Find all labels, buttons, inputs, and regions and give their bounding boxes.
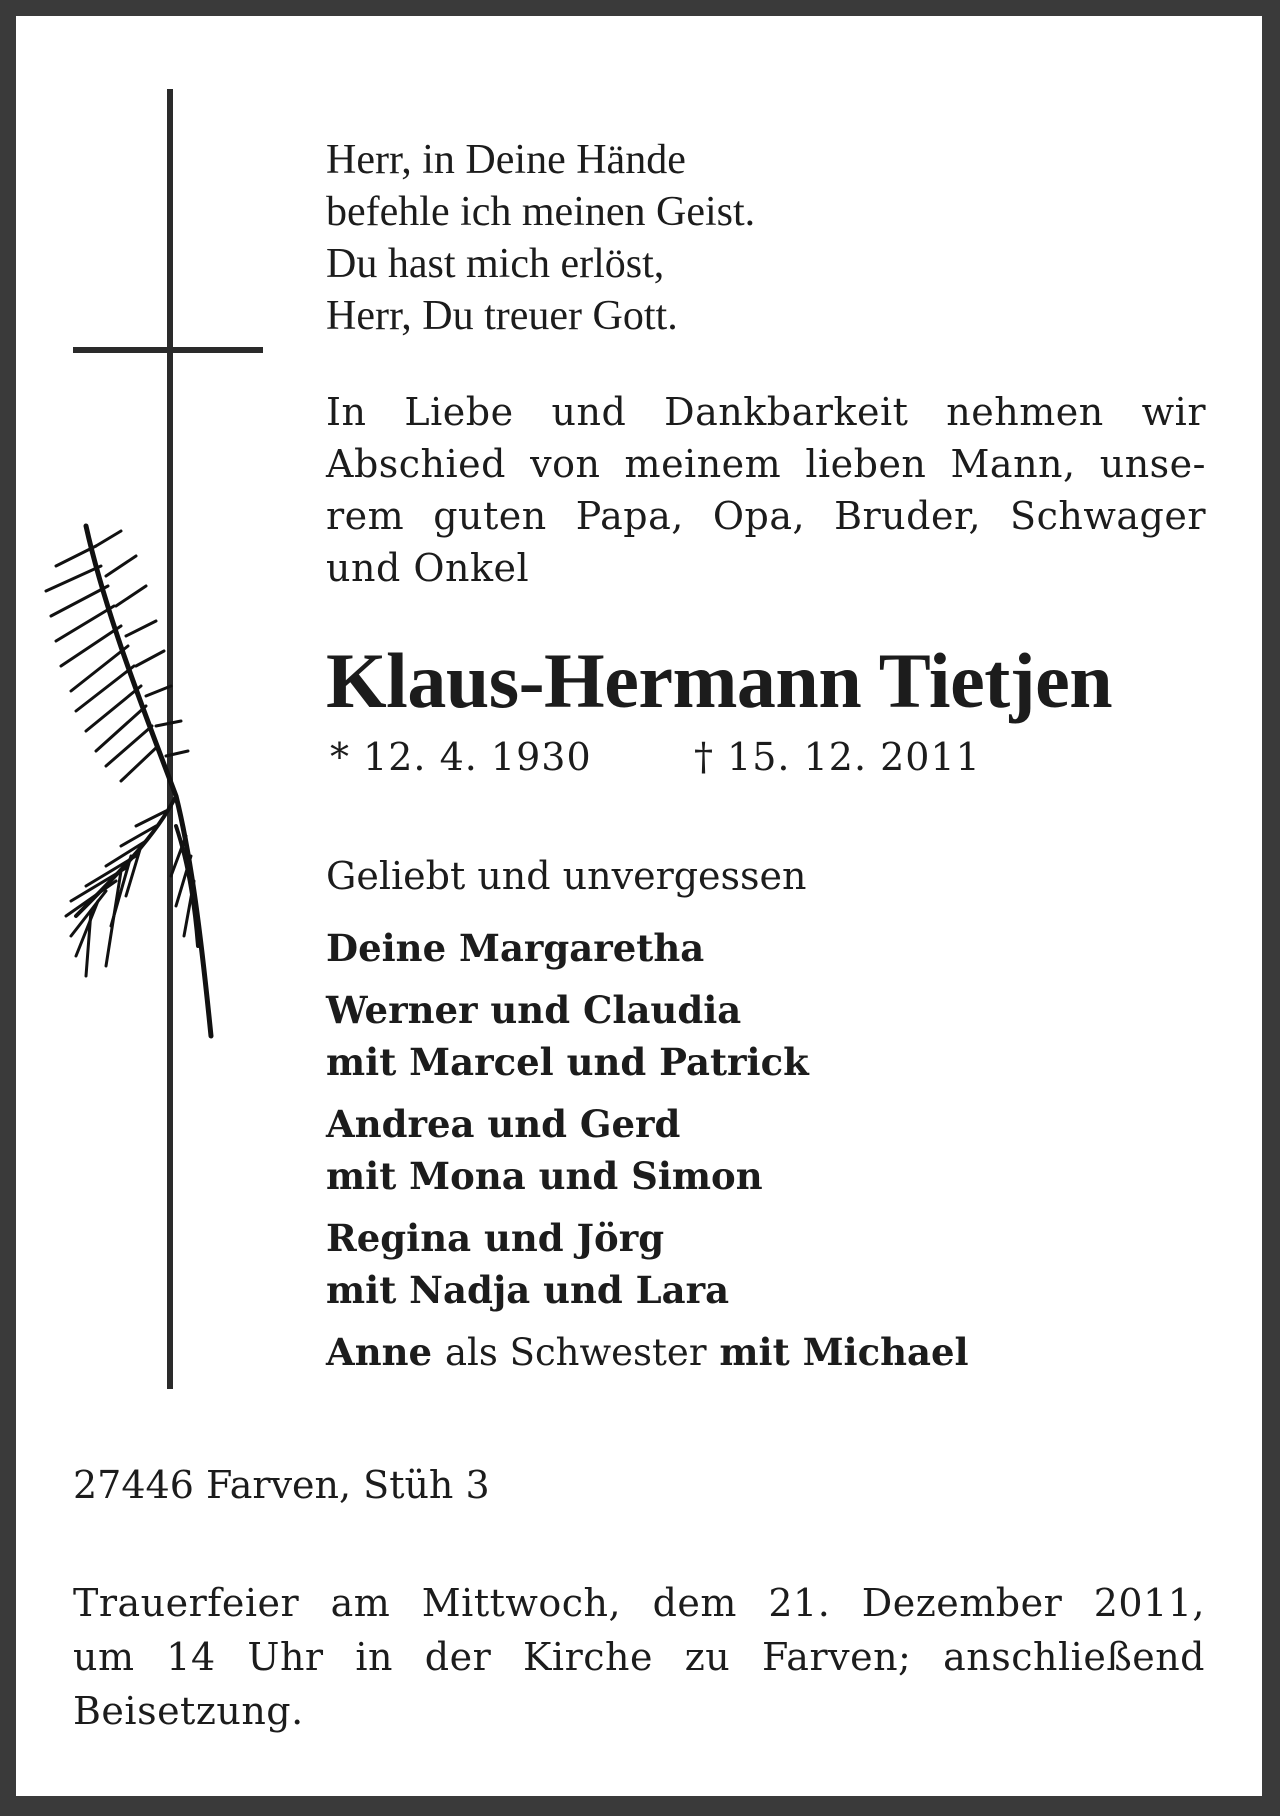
funeral-line: Beisetzung. (73, 1689, 304, 1733)
death-date: † 15. 12. 2011 (694, 735, 981, 779)
birth-date: * 12. 4. 1930 (330, 735, 592, 779)
reed-branch-icon (26, 496, 226, 1056)
mourner-children: mit Nadja und Lara (326, 1268, 730, 1312)
mourner-children: mit Marcel und Patrick (326, 1040, 809, 1084)
bible-verse (326, 134, 755, 342)
funeral-line: Trauerfeier am Mittwoch, dem 21. Dezember 2011, (73, 1581, 1205, 1625)
family-address: 27446 Farven, Stüh 3 (73, 1463, 490, 1507)
mourner-couple: Andrea und Gerd (326, 1102, 681, 1146)
funeral-notice (73, 1576, 1205, 1738)
sister-partner: mit Michael (719, 1330, 969, 1374)
mourner-children: mit Mona und Simon (326, 1154, 763, 1198)
deceased-name: Klaus-Hermann Tietjen (326, 637, 1113, 724)
sister-name: Anne (326, 1330, 433, 1374)
verse-line: Herr, in Deine Hände (326, 137, 686, 183)
intro-line: rem guten Papa, Opa, Bruder, Schwager (326, 494, 1206, 538)
intro-last-line: und Onkel (326, 546, 530, 590)
verse-line: befehle ich meinen Geist. (326, 189, 756, 235)
remembrance-line: Geliebt und unvergessen (326, 854, 807, 898)
verse-line: Du hast mich erlöst, (326, 241, 665, 287)
intro-line: In Liebe und Dankbarkeit nehmen wir (326, 390, 1206, 434)
cross-horizontal-bar (73, 347, 263, 353)
mourners-list (326, 922, 969, 1389)
funeral-line: um 14 Uhr in der Kirche zu Farven; anschließend (73, 1635, 1205, 1679)
sister-role: als Schwester (444, 1331, 707, 1374)
obituary-card (16, 16, 1262, 1796)
intro-text (326, 386, 1206, 542)
mourner-couple: Werner und Claudia (326, 988, 742, 1032)
intro-line: Abschied von meinem lieben Mann, unse- (326, 442, 1206, 486)
mourner-sister (326, 1326, 969, 1379)
verse-line: Herr, Du treuer Gott. (326, 293, 678, 339)
mourner-spouse: Deine Margaretha (326, 926, 705, 970)
mourner-couple: Regina und Jörg (326, 1216, 665, 1260)
